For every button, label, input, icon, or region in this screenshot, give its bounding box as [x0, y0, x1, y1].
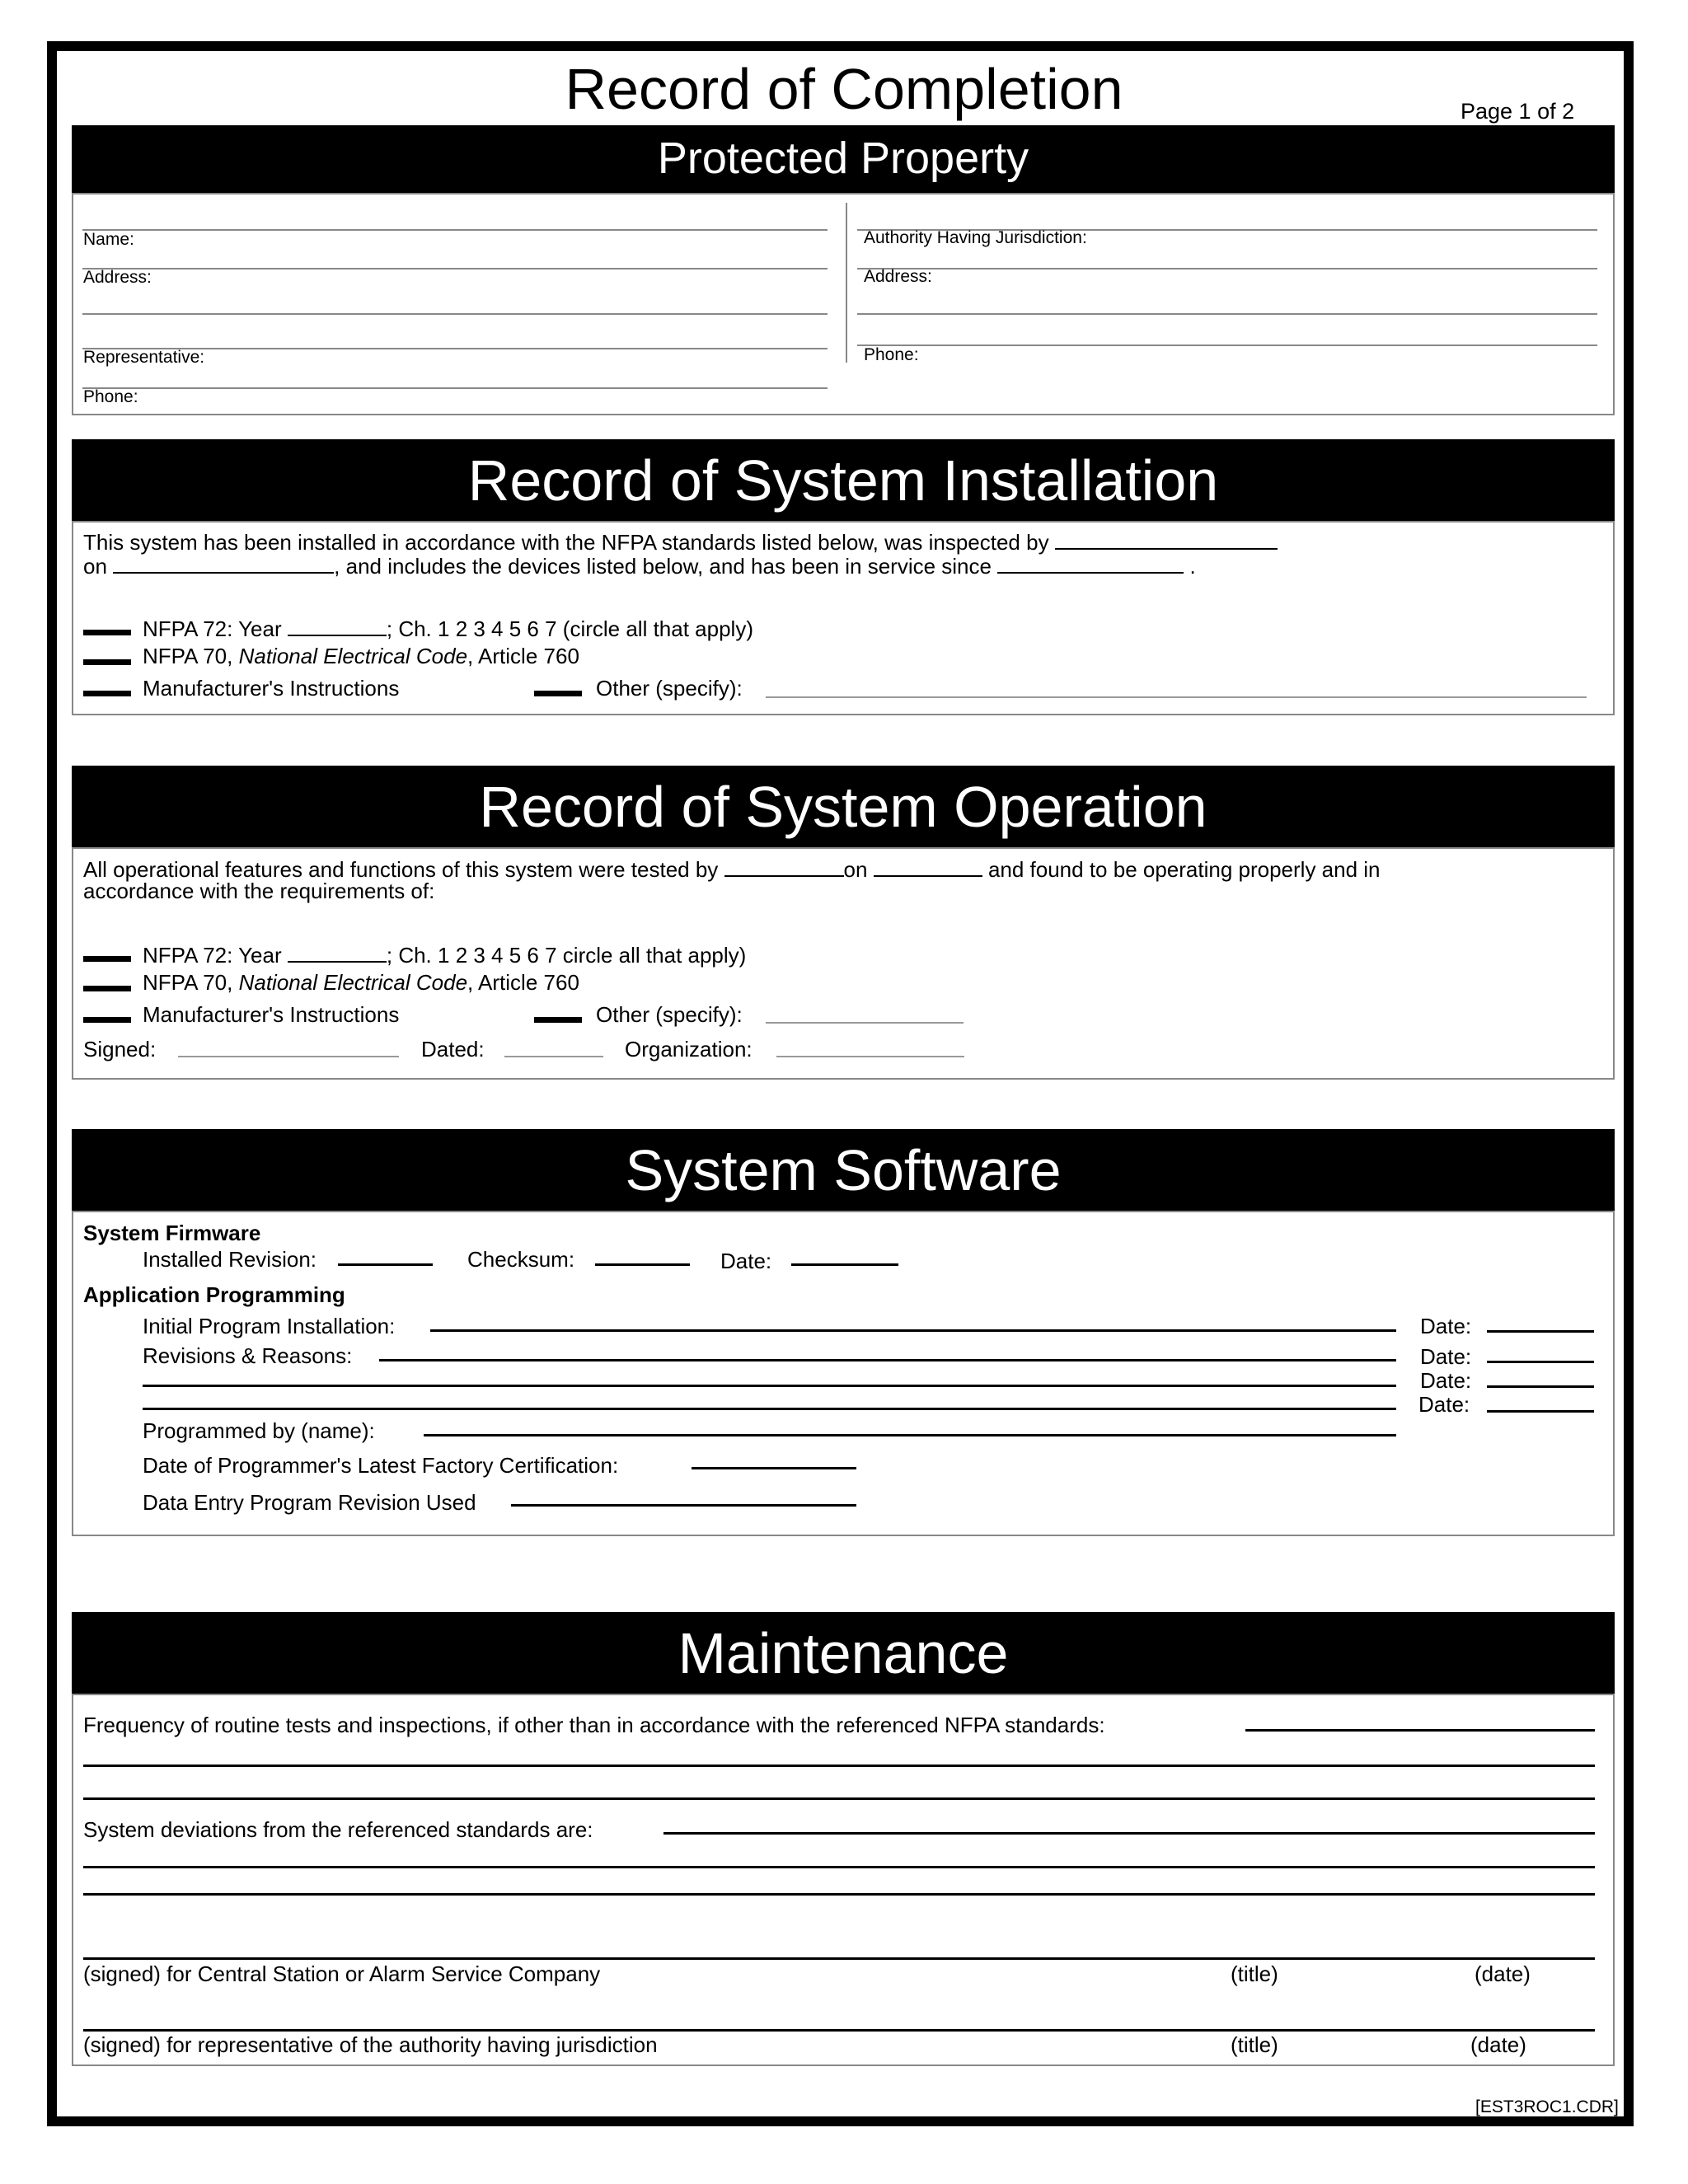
deviations-line-1[interactable]	[663, 1832, 1595, 1835]
ahj-address-label: Address:	[864, 267, 932, 286]
ahj-signature-line[interactable]	[83, 2029, 1595, 2032]
programmed-by-label: Programmed by (name):	[143, 1418, 375, 1443]
firmware-date-label: Date:	[720, 1249, 772, 1273]
revisions-label: Revisions & Reasons:	[143, 1343, 353, 1368]
address-line[interactable]	[82, 268, 828, 269]
ahj-title-label: (title)	[1231, 2032, 1278, 2057]
other-option: Other (specify):	[596, 676, 743, 701]
checksum-label: Checksum:	[467, 1247, 575, 1272]
installation-statement-2: on , and includes the devices listed below, and has been in service since .	[83, 554, 1196, 579]
maintenance-heading: Maintenance	[72, 1612, 1615, 1694]
installed-revision-line[interactable]	[338, 1263, 433, 1266]
operation-statement-2: accordance with the requirements of:	[83, 879, 435, 903]
revisions-line-3[interactable]	[143, 1408, 1396, 1410]
ahj-label: Authority Having Jurisdiction:	[864, 228, 1087, 247]
tested-by-field[interactable]	[724, 855, 844, 877]
op-nfpa72-checkbox[interactable]	[83, 956, 131, 962]
signed-label: Signed:	[83, 1037, 157, 1062]
address-label: Address:	[83, 268, 152, 287]
manufacturer-checkbox[interactable]	[83, 691, 131, 696]
initial-install-label: Initial Program Installation:	[143, 1314, 396, 1338]
protected-property-heading: Protected Property	[72, 125, 1615, 194]
organization-line[interactable]	[776, 1056, 964, 1057]
ahj-address-line[interactable]	[857, 268, 1597, 269]
deviations-line-3[interactable]	[83, 1893, 1595, 1896]
deviations-label: System deviations from the referenced standards are:	[83, 1817, 593, 1842]
op-nfpa70-option: NFPA 70, National Electrical Code, Article 760	[143, 970, 579, 995]
other-checkbox[interactable]	[534, 691, 582, 696]
revision-date-label-2: Date:	[1420, 1368, 1472, 1393]
phone-label: Phone:	[83, 387, 138, 406]
op-other-specify-line[interactable]	[766, 1022, 964, 1024]
revisions-line-2[interactable]	[143, 1385, 1396, 1387]
initial-install-date-line[interactable]	[1487, 1330, 1594, 1333]
ahj-phone-label: Phone:	[864, 345, 919, 364]
ahj-address-line-2[interactable]	[857, 313, 1597, 315]
name-line[interactable]	[82, 229, 828, 231]
installed-on-field[interactable]	[113, 552, 334, 574]
software-heading: System Software	[72, 1129, 1615, 1212]
nfpa72-checkbox[interactable]	[83, 630, 131, 635]
revision-date-line-3[interactable]	[1487, 1410, 1594, 1413]
revision-date-label-1: Date:	[1420, 1344, 1472, 1369]
checksum-line[interactable]	[595, 1263, 690, 1266]
ahj-phone-line[interactable]	[857, 344, 1597, 346]
op-other-option: Other (specify):	[596, 1002, 743, 1027]
op-other-checkbox[interactable]	[534, 1017, 582, 1023]
tested-on-field[interactable]	[874, 855, 982, 877]
op-manufacturer-option: Manufacturer's Instructions	[143, 1002, 400, 1027]
representative-label: Representative:	[83, 348, 205, 367]
address-line-2[interactable]	[82, 313, 828, 315]
protected-property-section	[72, 193, 1615, 415]
initial-install-date-label: Date:	[1420, 1314, 1472, 1338]
application-programming-heading: Application Programming	[83, 1282, 345, 1307]
initial-install-line[interactable]	[430, 1329, 1396, 1332]
op-nfpa72-year-field[interactable]	[288, 941, 387, 963]
dated-label: Dated:	[421, 1037, 485, 1062]
revisions-line-1[interactable]	[379, 1359, 1396, 1361]
frequency-label: Frequency of routine tests and inspections, if other than in accordance with the referenced NFPA standards:	[83, 1713, 1105, 1737]
manufacturer-option: Manufacturer's Instructions	[143, 676, 400, 701]
inspected-by-field[interactable]	[1055, 528, 1278, 550]
revision-date-line-2[interactable]	[1487, 1385, 1594, 1388]
organization-label: Organization:	[625, 1037, 753, 1062]
programmed-by-line[interactable]	[424, 1434, 1396, 1436]
name-label: Name:	[83, 230, 134, 249]
frequency-line-3[interactable]	[83, 1797, 1595, 1800]
op-nfpa70-checkbox[interactable]	[83, 986, 131, 991]
op-nfpa72-option: NFPA 72: Year ; Ch. 1 2 3 4 5 6 7 circle all that apply)	[143, 943, 747, 968]
installation-statement: This system has been installed in accordance with the NFPA standards listed below, was inspected by	[83, 528, 1278, 555]
nfpa70-checkbox[interactable]	[83, 659, 131, 665]
operation-heading: Record of System Operation	[72, 766, 1615, 848]
op-manufacturer-checkbox[interactable]	[83, 1017, 131, 1023]
firmware-date-line[interactable]	[791, 1263, 898, 1266]
revision-date-line-1[interactable]	[1487, 1361, 1594, 1363]
other-specify-line[interactable]	[766, 696, 1587, 698]
column-divider	[846, 203, 847, 363]
data-entry-revision-line[interactable]	[511, 1504, 856, 1507]
central-station-signature-label: (signed) for Central Station or Alarm Service Company	[83, 1961, 601, 1986]
central-station-signature-line[interactable]	[83, 1957, 1595, 1960]
installed-revision-label: Installed Revision:	[143, 1247, 316, 1272]
in-service-since-field[interactable]	[997, 552, 1184, 574]
nfpa70-option: NFPA 70, National Electrical Code, Article 760	[143, 644, 579, 668]
deviations-line-2[interactable]	[83, 1866, 1595, 1868]
central-station-date-label: (date)	[1475, 1961, 1531, 1986]
footer-code: [EST3ROC1.CDR]	[1475, 2097, 1619, 2116]
ahj-signature-label: (signed) for representative of the authority having jurisdiction	[83, 2032, 658, 2057]
page-title: Record of Completion	[565, 57, 1123, 121]
maintenance-section	[72, 1694, 1615, 2066]
nfpa72-year-field[interactable]	[288, 615, 387, 636]
certification-date-label: Date of Programmer's Latest Factory Certification:	[143, 1453, 619, 1478]
page-number: Page 1 of 2	[1461, 99, 1575, 124]
data-entry-revision-label: Data Entry Program Revision Used	[143, 1490, 476, 1515]
frequency-line-2[interactable]	[83, 1765, 1595, 1767]
installation-heading: Record of System Installation	[72, 439, 1615, 522]
nfpa72-option: NFPA 72: Year ; Ch. 1 2 3 4 5 6 7 (circle all that apply)	[143, 616, 753, 641]
operation-statement: All operational features and functions of this system were tested by on and found to be operating properly and in	[83, 857, 1381, 882]
ahj-date-label: (date)	[1470, 2032, 1526, 2057]
central-station-title-label: (title)	[1231, 1961, 1278, 1986]
signed-line[interactable]	[178, 1056, 399, 1057]
system-firmware-heading: System Firmware	[83, 1221, 261, 1245]
frequency-line-1[interactable]	[1245, 1729, 1595, 1732]
revision-date-label-3: Date:	[1418, 1392, 1470, 1417]
dated-line[interactable]	[504, 1056, 603, 1057]
certification-date-line[interactable]	[692, 1467, 856, 1469]
phone-line[interactable]	[82, 387, 828, 389]
